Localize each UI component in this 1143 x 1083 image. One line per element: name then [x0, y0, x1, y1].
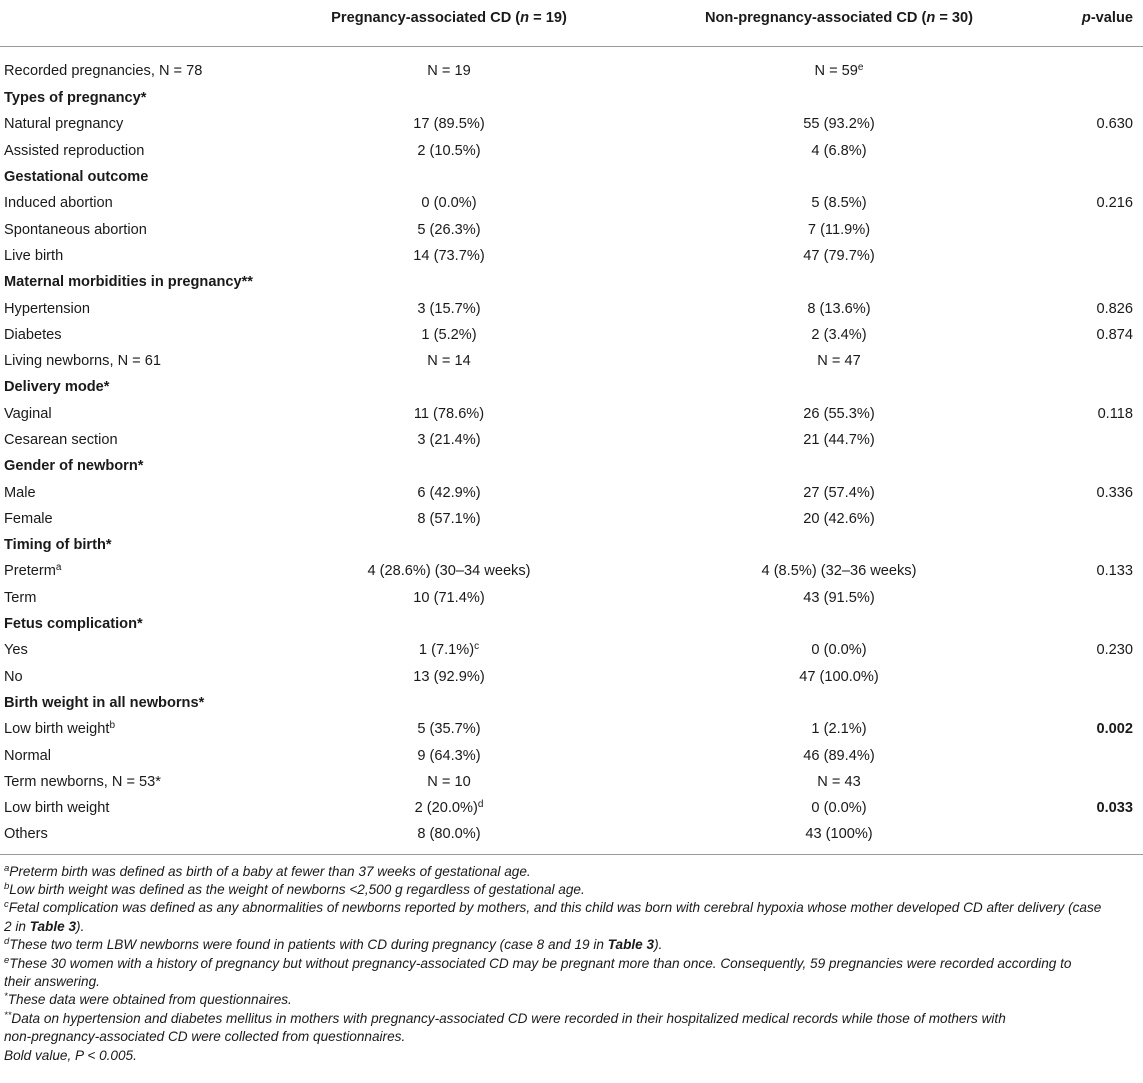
non-pregnancy-cd-cell: 0 (0.0%) [811, 642, 867, 659]
section-label: Maternal morbidities in pregnancy** [4, 274, 253, 291]
non-pregnancy-cd-cell [640, 690, 1038, 716]
pregnancy-cd-cell: 5 (26.3%) [417, 221, 481, 238]
p-value-cell [1038, 374, 1143, 400]
table-row [0, 427, 1143, 453]
non-pregnancy-cd-cell: 4 (8.5%) (32–36 weeks) [761, 563, 917, 580]
table-row [0, 742, 1143, 768]
non-pregnancy-cd-cell: 46 (89.4%) [803, 747, 875, 764]
pregnancy-cd-cell: 1 $(7.1\%)^c$ [418, 641, 480, 659]
p-value-cell [1038, 85, 1143, 111]
p-value-cell: 0.230 [1096, 642, 1133, 659]
p-value-cell: 0.118 [1097, 405, 1133, 422]
p-value-cell [1038, 269, 1143, 295]
p-value-cell [1038, 427, 1143, 453]
p-value-cell [1038, 506, 1143, 532]
pregnancy-cd-cell: 9 (64.3%) [417, 747, 481, 764]
non-pregnancy-cd-cell [640, 611, 1038, 637]
table-row [0, 47, 1143, 86]
table-row [0, 295, 1143, 321]
non-pregnancy-cd-cell: 7 (11.9%) [807, 221, 871, 238]
row-label: Vaginal [4, 405, 52, 422]
table-row [0, 585, 1143, 611]
section-header-row [0, 269, 1143, 295]
pregnancy-cd-cell [258, 690, 640, 716]
row-label: Female [4, 510, 53, 527]
table-row [0, 243, 1143, 269]
section-label: Delivery mode* [4, 379, 110, 396]
row-label: Recorded pregnancies, N = 78 [4, 63, 203, 79]
section-header-row [0, 453, 1143, 479]
table-row [0, 558, 1143, 584]
pregnancy-cd-cell: 6 (42.9%) [417, 484, 481, 501]
non-pregnancy-cd-cell: 2 (3.4%) [811, 326, 867, 343]
non-pregnancy-cd-cell: N = 47 [817, 353, 861, 370]
p-value-cell [1038, 216, 1143, 242]
row-label: Low birth weight [4, 800, 110, 817]
section-label: Types of pregnancy* [4, 90, 147, 107]
pregnancy-cd-cell: 3 (15.7%) [417, 300, 481, 317]
pregnancy-cd-cell: 8 (80.0%) [258, 821, 640, 854]
non-pregnancy-cd-cell: 8 (13.6%) [807, 300, 871, 317]
non-pregnancy-cd-cell: 21 (44.7%) [803, 432, 875, 448]
table-body [0, 47, 1143, 855]
p-value-cell [1038, 585, 1143, 611]
row-label: Term newborns, N = 53* [4, 773, 161, 790]
table-row [0, 111, 1143, 137]
section-label: Gender of newborn* [4, 458, 144, 475]
p-value-cell [1038, 47, 1143, 86]
p-value-cell [1038, 664, 1143, 690]
section-header-row [0, 532, 1143, 558]
non-pregnancy-cd-cell: N = 43 [817, 773, 861, 790]
table-row [0, 322, 1143, 348]
header-label-column [0, 6, 258, 47]
pregnancy-cd-cell: 3 (21.4%) [417, 432, 481, 448]
pregnancy-cd-cell [258, 453, 640, 479]
pregnancy-cd-cell [258, 611, 640, 637]
non-pregnancy-cd-cell: 0 (0.0%) [811, 800, 867, 817]
section-header-row [0, 611, 1143, 637]
non-pregnancy-cd-cell: 20 (42.6%) [803, 510, 875, 527]
row-label: Cesarean section [4, 432, 118, 448]
non-pregnancy-cd-cell [640, 269, 1038, 295]
section-header-row [0, 374, 1143, 400]
footnote-star: *These data were obtained from questionnaires. [4, 991, 292, 1008]
row-label: Hypertension [4, 300, 90, 317]
non-pregnancy-cd-cell [640, 453, 1038, 479]
non-pregnancy-cd-cell: 55 (93.2%) [803, 116, 875, 133]
pregnancy-cd-cell [258, 374, 640, 400]
section-header-row [0, 164, 1143, 190]
non-pregnancy-cd-cell [640, 532, 1038, 558]
p-value-cell: 0.630 [1096, 116, 1133, 133]
non-pregnancy-cd-cell: 47 (100.0%) [799, 668, 879, 685]
results-table [0, 6, 1143, 855]
footnote-e: $^e$These 30 women with a history of pregnancy but without pregnancy-associated CD may be pregnant more than once. Consequently, 59 pregnancies were recorded according to their answering. [4, 954, 1072, 990]
table-footnotes [0, 863, 1143, 1065]
table-row [0, 637, 1143, 663]
non-pregnancy-cd-cell: 43 (100%) [640, 821, 1038, 854]
non-pregnancy-cd-cell [640, 164, 1038, 190]
pregnancy-cd-cell: 2 (10.5%) [417, 142, 481, 159]
p-value-cell: 0.874 [1096, 326, 1133, 343]
row-label: Others [0, 821, 258, 854]
footnote-b: $^b$Low birth weight was defined as the weight of newborns <2,500 g regardless of gestational age. [4, 881, 585, 898]
table-header-row [0, 6, 1143, 47]
row-label: Induced abortion [4, 195, 113, 212]
p-value-cell [1038, 453, 1143, 479]
header-non-pregnancy-associated-cd: Non-pregnancy-associated CD (n = 30) [640, 6, 1038, 47]
p-value-cell [1038, 611, 1143, 637]
p-value-cell: 0.216 [1096, 195, 1133, 212]
non-pregnancy-cd-cell: 26 (55.3%) [803, 405, 875, 422]
footnote-c: $^c$Fetal complication was defined as any abnormalities of newborns reported by mothers, and this child was born with cerebral hypoxia whose mother developed CD after delivery (case 2 in Table 3). [4, 899, 1102, 934]
pregnancy-cd-cell [258, 269, 640, 295]
row-label: Preterm$^a$ [4, 562, 62, 580]
p-value-cell: 0.336 [1096, 484, 1133, 501]
table-row [0, 348, 1143, 374]
row-label: Yes [4, 642, 28, 659]
row-label: Living newborns, N = 61 [4, 353, 161, 370]
row-label: Assisted reproduction [4, 142, 145, 159]
table-3-reference: Table 3 [607, 937, 655, 953]
pregnancy-cd-cell: N = 10 [427, 773, 471, 790]
table-row [0, 506, 1143, 532]
non-pregnancy-cd-cell: 5 (8.5%) [811, 195, 867, 212]
section-label: Timing of birth* [4, 537, 112, 554]
row-label: Natural pregnancy [4, 116, 124, 133]
row-label: Term [4, 589, 37, 606]
table-row [0, 190, 1143, 216]
header-pregnancy-associated-cd: Pregnancy-associated CD (n = 19) [258, 6, 640, 47]
p-value-cell [1038, 348, 1143, 374]
table-row [0, 138, 1143, 164]
p-value-cell: 0.002 [1096, 721, 1133, 738]
row-label: Male [4, 484, 36, 501]
p-value-cell [1038, 690, 1143, 716]
p-value-cell [1038, 138, 1143, 164]
row-label: No [4, 668, 23, 685]
pregnancy-cd-cell: 17 (89.5%) [413, 116, 485, 133]
non-pregnancy-cd-cell: 47 (79.7%) [803, 247, 875, 264]
row-label: Normal [4, 747, 52, 764]
section-header-row [0, 85, 1143, 111]
footnote-a: $^a$Preterm birth was defined as birth of a baby at fewer than 37 weeks of gestational age. [4, 862, 531, 879]
non-pregnancy-cd-cell: 4 (6.8%) [811, 142, 867, 159]
pregnancy-cd-cell: 5 (35.7%) [417, 721, 481, 738]
pregnancy-cd-cell [258, 532, 640, 558]
pregnancy-cd-cell: 11 (78.6%) [413, 405, 485, 422]
pregnancy-cd-cell: 2 $(20.0\%)^d$ [414, 799, 484, 817]
pregnancy-cd-cell: 13 (92.9%) [413, 668, 485, 685]
non-pregnancy-cd-cell: $N = 59^e$ [814, 62, 864, 79]
pregnancy-cd-cell [258, 85, 640, 111]
pregnancy-cd-cell: 8 (57.1%) [417, 510, 481, 527]
footnote-double-star: **Data on hypertension and diabetes mellitus in mothers with pregnancy-associated CD were recorded in their hospitalized medical records while those of mothers with non-pregnancy-associated CD were collected from questionnaires. [4, 1009, 1006, 1045]
table-row [0, 716, 1143, 742]
p-value-cell [1038, 821, 1143, 854]
section-header-row [0, 690, 1143, 716]
row-label: Spontaneous abortion [4, 221, 147, 238]
p-value-cell [1038, 164, 1143, 190]
table-row [0, 479, 1143, 505]
header-p-value: p-value [1038, 6, 1143, 47]
table-row [0, 401, 1143, 427]
non-pregnancy-cd-cell: 43 (91.5%) [803, 589, 875, 606]
footnote-d: $^d$These two term LBW newborns were found in patients with CD during pregnancy (case 8 and 19 in Table 3). [4, 936, 663, 953]
p-value-cell: 0.133 [1096, 563, 1133, 580]
pregnancy-cd-cell [258, 164, 640, 190]
p-value-cell [1038, 742, 1143, 768]
non-pregnancy-cd-cell: 27 (57.4%) [803, 484, 875, 501]
section-label: Gestational outcome [4, 169, 149, 186]
table-row [0, 216, 1143, 242]
pregnancy-cd-cell: 4 (28.6%) (30–34 weeks) [367, 563, 531, 580]
p-value-cell [1038, 532, 1143, 558]
non-pregnancy-cd-cell [640, 85, 1038, 111]
table-row [0, 769, 1143, 795]
pregnancy-cd-cell: 10 (71.4%) [413, 589, 485, 606]
pregnancy-cd-cell: N = 19 [427, 63, 471, 79]
footnote-bold-value: Bold value, P < 0.005. [4, 1047, 137, 1063]
table-row [0, 821, 1143, 854]
non-pregnancy-cd-cell [640, 374, 1038, 400]
table-row [0, 664, 1143, 690]
p-value-cell: 0.826 [1096, 300, 1133, 317]
table-row [0, 795, 1143, 821]
p-value-cell [1038, 769, 1143, 795]
section-label: Birth weight in all newborns* [4, 694, 205, 711]
p-value-cell [1038, 243, 1143, 269]
row-label: Low birth weight$^b$ [4, 720, 116, 738]
row-label: Diabetes [4, 326, 62, 343]
row-label: Live birth [4, 247, 64, 264]
pregnancy-cd-cell: N = 14 [427, 353, 471, 370]
pregnancy-cd-cell: 14 (73.7%) [413, 247, 485, 264]
pregnancy-cd-cell: 1 (5.2%) [421, 326, 477, 343]
non-pregnancy-cd-cell: 1 (2.1%) [811, 721, 867, 738]
table-3-reference: Table 3 [29, 918, 77, 934]
section-label: Fetus complication* [4, 616, 143, 633]
p-value-cell: 0.033 [1096, 800, 1133, 817]
pregnancy-cd-cell: 0 (0.0%) [421, 195, 477, 212]
